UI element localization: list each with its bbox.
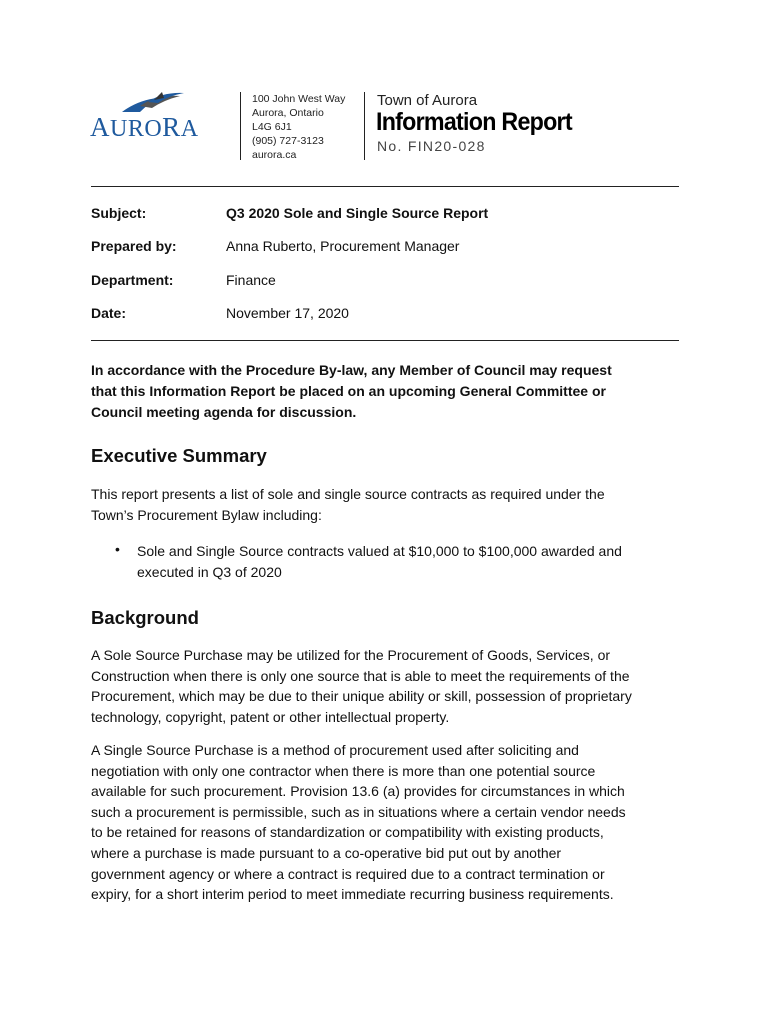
address-block [252, 92, 345, 162]
council-notice [91, 360, 691, 423]
report-number: No. FIN20-028 [377, 138, 486, 154]
header-rule [91, 186, 679, 187]
paragraph-line: where a purchase is made pursuant to a co-operative bid put out by another [91, 844, 562, 861]
meta-rule [91, 340, 679, 341]
paragraph-line: Construction when there is only one source that is able to meet the requirements of the [91, 667, 630, 684]
subject-label: Subject: [91, 205, 147, 221]
department-label: Department: [91, 272, 174, 288]
paragraph-line: to be retained for reasons of standardization or compatibility with existing products, [91, 824, 604, 841]
bird-logo-icon [118, 92, 188, 114]
background-heading: Background [91, 607, 199, 628]
paragraph-line: Town’s Procurement Bylaw including: [91, 506, 322, 523]
notice-line: that this Information Report be placed on an upcoming General Committee or [91, 383, 606, 399]
header-divider-left [240, 92, 241, 160]
paragraph-line: such a procurement is permissible, such as in situations where a certain vendor needs [91, 803, 626, 820]
department-value: Finance [226, 272, 276, 288]
town-name: Town of Aurora [377, 92, 478, 109]
paragraph-line: This report presents a list of sole and single source contracts as required under the [91, 486, 605, 502]
subject-value: Q3 2020 Sole and Single Source Report [226, 205, 489, 221]
background-paragraph-2 [91, 740, 691, 905]
paragraph-line: Procurement, which may be due to their unique ability or skill, possession of proprietary [91, 688, 632, 705]
header-divider-right [364, 92, 365, 160]
background-paragraph-1 [91, 645, 691, 727]
executive-summary-heading: Executive Summary [91, 445, 267, 466]
report-type-title: Information Report [376, 108, 572, 136]
bullet-item [137, 541, 622, 582]
executive-summary-intro [91, 484, 691, 525]
logo-wordmark: AURORA [90, 112, 199, 142]
phone-number: (905) 727-3123 [252, 135, 324, 147]
aurora-logo [90, 92, 220, 142]
paragraph-line: government agency or where a contract is required due to a contract termination or [91, 865, 605, 882]
address-line: Aurora, Ontario [252, 107, 324, 119]
paragraph-line: available for such procurement. Provision 13.6 (a) provides for circumstances in which [91, 783, 625, 800]
address-line: 100 John West Way [252, 93, 346, 105]
website-link[interactable]: aurora.ca [252, 149, 297, 161]
paragraph-line: expiry, for a short interim period to meet immediate recurring business requirements. [91, 886, 614, 903]
date-value: November 17, 2020 [226, 305, 349, 321]
date-label: Date: [91, 305, 127, 321]
bullet-line: executed in Q3 of 2020 [137, 563, 282, 580]
paragraph-line: technology, copyright, patent or other intellectual property. [91, 708, 450, 725]
prepared-by-value: Anna Ruberto, Procurement Manager [226, 238, 460, 254]
prepared-by-label: Prepared by: [91, 238, 177, 254]
notice-line: Council meeting agenda for discussion. [91, 404, 357, 420]
bullet-icon: • [115, 541, 120, 557]
notice-line: In accordance with the Procedure By-law, any Member of Council may request [91, 362, 612, 378]
bullet-line: Sole and Single Source contracts valued at $10,000 to $100,000 awarded and [137, 543, 622, 559]
paragraph-line: A Sole Source Purchase may be utilized for the Procurement of Goods, Services, or [91, 647, 611, 663]
address-line: L4G 6J1 [252, 121, 292, 133]
paragraph-line: negotiation with only one contractor when there is more than one potential source [91, 762, 596, 779]
paragraph-line: A Single Source Purchase is a method of procurement used after soliciting and [91, 742, 579, 758]
